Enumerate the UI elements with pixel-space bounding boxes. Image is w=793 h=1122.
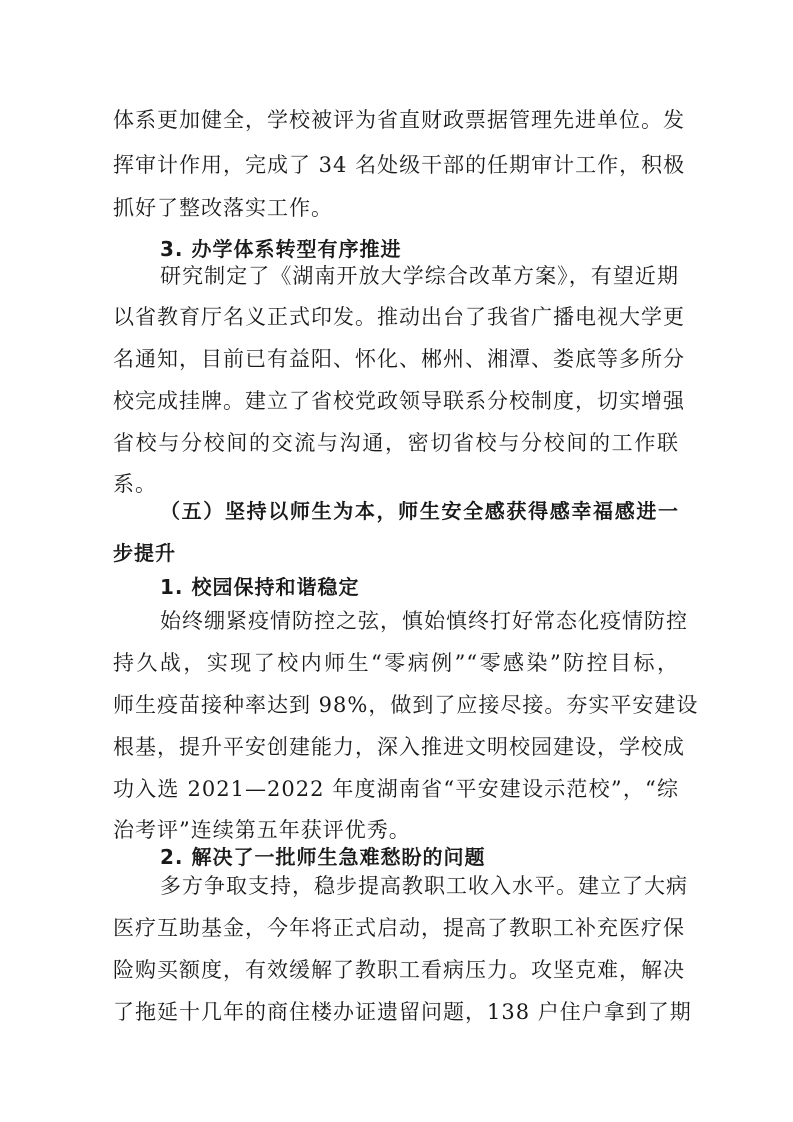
section-heading: 步提升 bbox=[113, 541, 176, 565]
section-heading: （五）坚持以师生为本，师生安全感获得感幸福感进一 bbox=[160, 499, 679, 523]
subsection-heading: 2. 解决了一批师生急难愁盼的问题 bbox=[160, 845, 486, 869]
paragraph-line: 持久战，实现了校内师生“零病例”“零感染”防控目标， bbox=[113, 651, 679, 675]
paragraph-line: 功入选 2021—2022 年度湖南省“平安建设示范校”，“综 bbox=[113, 777, 679, 801]
paragraph-line: 名通知，目前已有益阳、怀化、郴州、湘潭、娄底等多所分 bbox=[113, 347, 685, 371]
section-heading: 3. 办学体系转型有序推进 bbox=[160, 237, 402, 261]
paragraph-line: 根基，提升平安创建能力，深入推进文明校园建设，学校成 bbox=[113, 735, 685, 759]
paragraph-line: 了拖延十几年的商住楼办证遗留问题，138 户住户拿到了期 bbox=[113, 1000, 692, 1024]
paragraph-line: 多方争取支持，稳步提高教职工收入水平。建立了大病 bbox=[160, 874, 688, 898]
paragraph-line: 师生疫苗接种率达到 98%，做到了应接尽接。夯实平安建设 bbox=[113, 693, 699, 717]
paragraph-line: 挥审计作用，完成了 34 名处级干部的任期审计工作，积极 bbox=[113, 153, 686, 177]
paragraph-line: 始终绷紧疫情防控之弦，慎始慎终打好常态化疫情防控 bbox=[160, 609, 688, 633]
paragraph-line: 系。 bbox=[113, 472, 157, 496]
paragraph-line: 省校与分校间的交流与沟通，密切省校与分校间的工作联 bbox=[113, 431, 679, 455]
paragraph-line: 抓好了整改落实工作。 bbox=[113, 196, 333, 220]
paragraph-line: 体系更加健全，学校被评为省直财政票据管理先进单位。发 bbox=[113, 108, 685, 132]
paragraph-line: 险购买额度，有效缓解了教职工看病压力。攻坚克难，解决 bbox=[113, 958, 685, 982]
subsection-heading: 1. 校园保持和谐稳定 bbox=[160, 575, 360, 599]
paragraph-line: 研究制定了《湖南开放大学综合改革方案》，有望近期 bbox=[160, 264, 679, 288]
paragraph-line: 治考评”连续第五年获评优秀。 bbox=[113, 818, 411, 842]
paragraph-line: 校完成挂牌。建立了省校党政领导联系分校制度，切实增强 bbox=[113, 389, 685, 413]
paragraph-line: 医疗互助基金，今年将正式启动，提高了教职工补充医疗保 bbox=[113, 916, 685, 940]
paragraph-line: 以省教育厅名义正式印发。推动出台了我省广播电视大学更 bbox=[113, 305, 685, 329]
